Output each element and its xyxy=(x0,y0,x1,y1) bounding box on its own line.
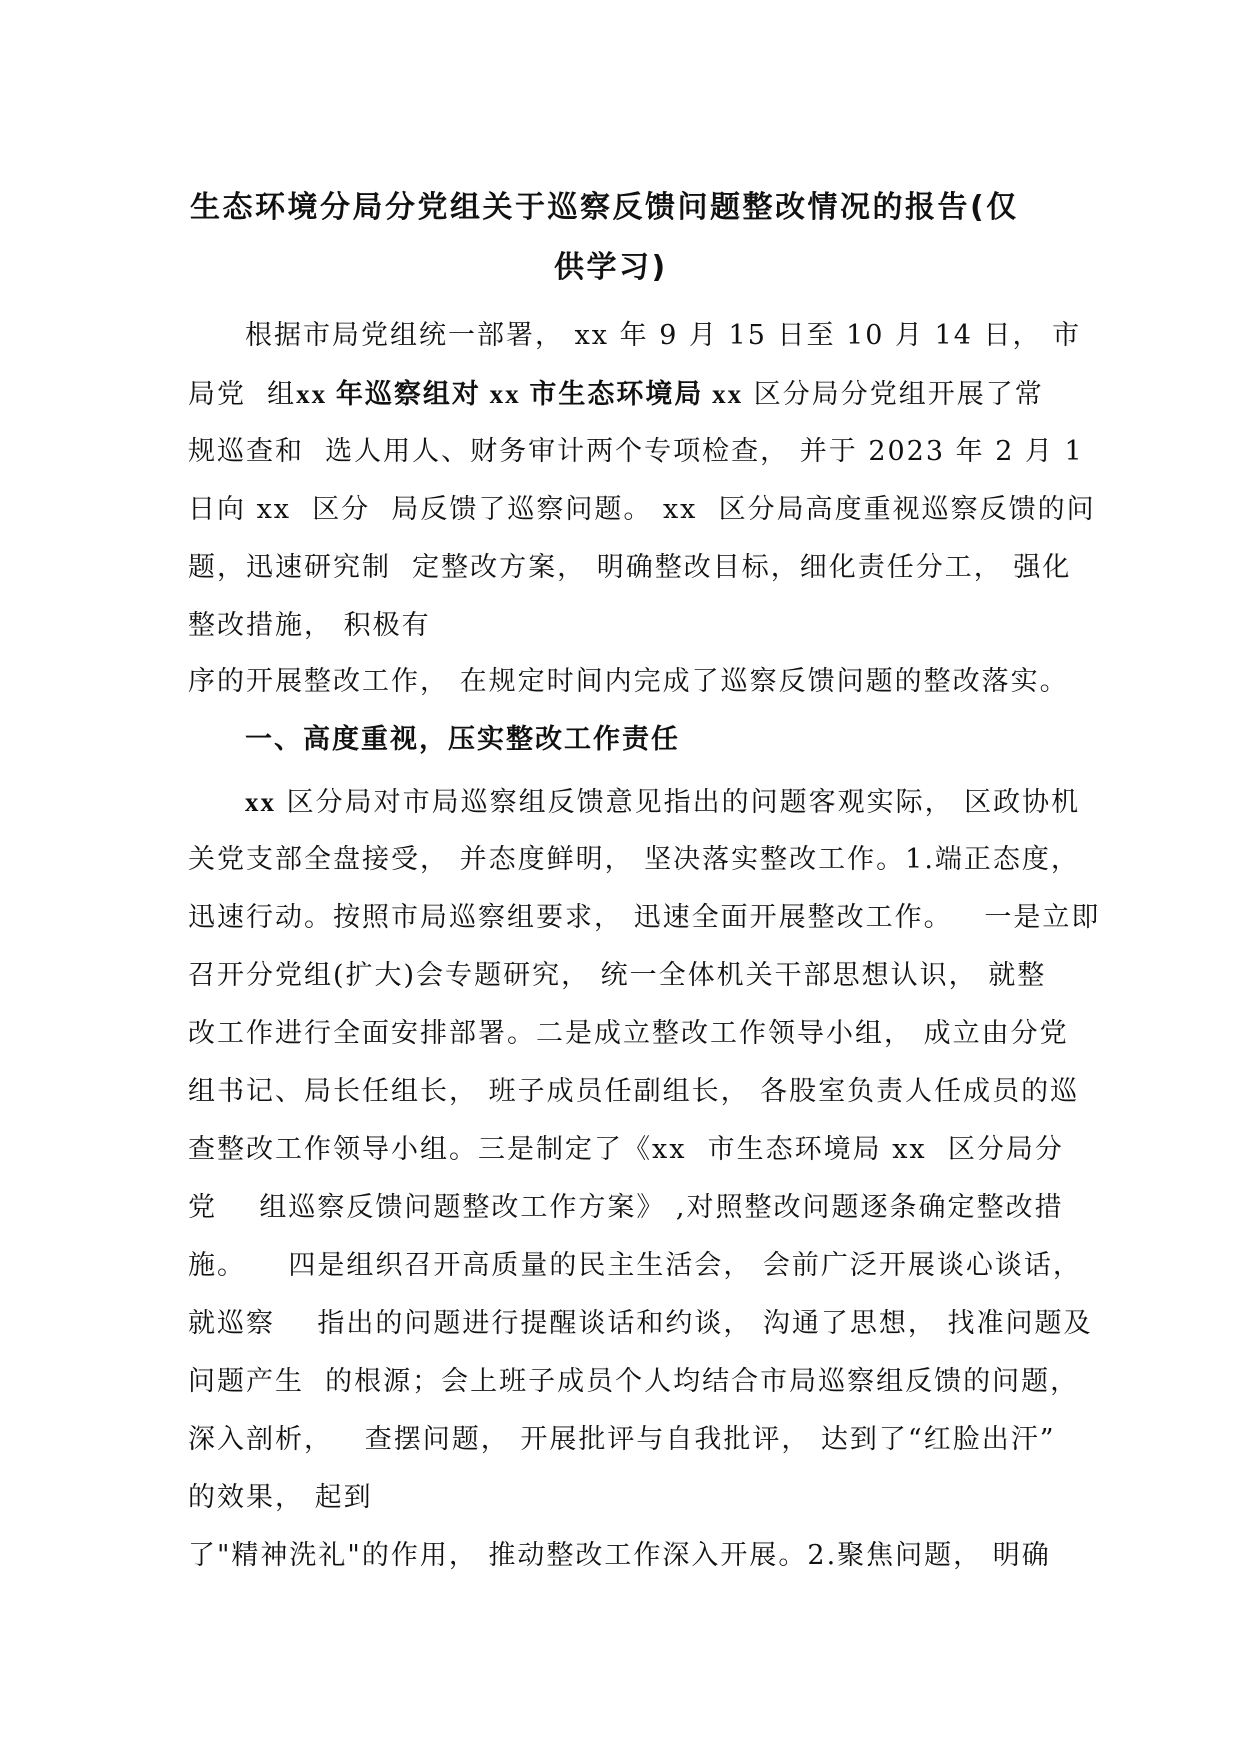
paragraph-2-line-3: 迅速行动。按照市局巡察组要求， 迅速全面开展整改工作。 一是立即 xyxy=(188,902,1101,933)
paragraph-1-line-1: 根据市局党组统一部署， xx 年 9 月 15 日至 10 月 14 日， 市 xyxy=(245,320,1082,351)
paragraph-2-line-1 xyxy=(245,784,1080,821)
paragraph-2-line-5: 改工作进行全面安排部署。二是成立整改工作领导小组， 成立由分党 xyxy=(188,1018,1069,1049)
paragraph-2-line-9: 施。 四是组织召开高质量的民主生活会， 会前广泛开展谈心谈话， xyxy=(188,1250,1082,1281)
paragraph-1-line-6: 整改措施， 积极有 xyxy=(188,610,431,641)
bold-text-run: xx xyxy=(245,787,276,817)
paragraph-2-line-8: 党 组巡察反馈问题整改工作方案》 ,对照整改问题逐条确定整改措 xyxy=(188,1192,1064,1223)
paragraph-2-line-14: 了"精神洗礼"的作用， 推动整改工作深入开展。2.聚焦问题， 明确 xyxy=(188,1540,1051,1571)
paragraph-2-line-12: 深入剖析， 查摆问题， 开展批评与自我批评， 达到了“红脸出汗” xyxy=(188,1424,1056,1455)
paragraph-1-line-2 xyxy=(188,376,1044,413)
paragraph-1-line-4: 日向 xx 区分 局反馈了巡察问题。 xx 区分局高度重视巡察反馈的问 xyxy=(188,494,1096,525)
section-heading-1: 一、高度重视，压实整改工作责任 xyxy=(245,724,680,755)
paragraph-1-line-3: 规巡查和 选人用人、财务审计两个专项检查， 并于 2023 年 2 月 1 xyxy=(188,436,1084,467)
paragraph-2-line-11: 问题产生 的根源；会上班子成员个人均结合市局巡察组反馈的问题， xyxy=(188,1366,1080,1397)
paragraph-2-line-13: 的效果， 起到 xyxy=(188,1482,373,1513)
title-line-2: 供学习) xyxy=(554,250,668,285)
text-run: 局党 组 xyxy=(188,379,297,410)
paragraph-2-line-2: 关党支部全盘接受， 并态度鲜明， 坚决落实整改工作。1.端正态度， xyxy=(188,844,1080,875)
text-run: 区分局分党组开展了常 xyxy=(743,379,1044,410)
paragraph-2-line-4: 召开分党组(扩大)会专题研究， 统一全体机关干部思想认识， 就整 xyxy=(188,960,1047,991)
paragraph-1-line-5: 题，迅速研究制 定整改方案， 明确整改目标，细化责任分工， 强化 xyxy=(188,552,1072,583)
paragraph-2-line-10: 就巡察 指出的问题进行提醒谈话和约谈， 沟通了思想， 找准问题及 xyxy=(188,1308,1093,1339)
text-run: 区分局对市局巡察组反馈意见指出的问题客观实际， 区政协机 xyxy=(276,787,1081,818)
paragraph-2-line-6: 组书记、局长任组长， 班子成员任副组长， 各股室负责人任成员的巡 xyxy=(188,1076,1080,1107)
paragraph-2-line-7: 查整改工作领导小组。三是制定了《xx 市生态环境局 xx 区分局分 xyxy=(188,1134,1064,1165)
paragraph-1-line-7: 序的开展整改工作， 在规定时间内完成了巡察反馈问题的整改落实。 xyxy=(188,666,1069,697)
title-line-1: 生态环境分局分党组关于巡察反馈问题整改情况的报告(仅 xyxy=(190,190,1019,225)
bold-text-run: xx 年巡察组对 xx 市生态环境局 xx xyxy=(296,379,744,409)
